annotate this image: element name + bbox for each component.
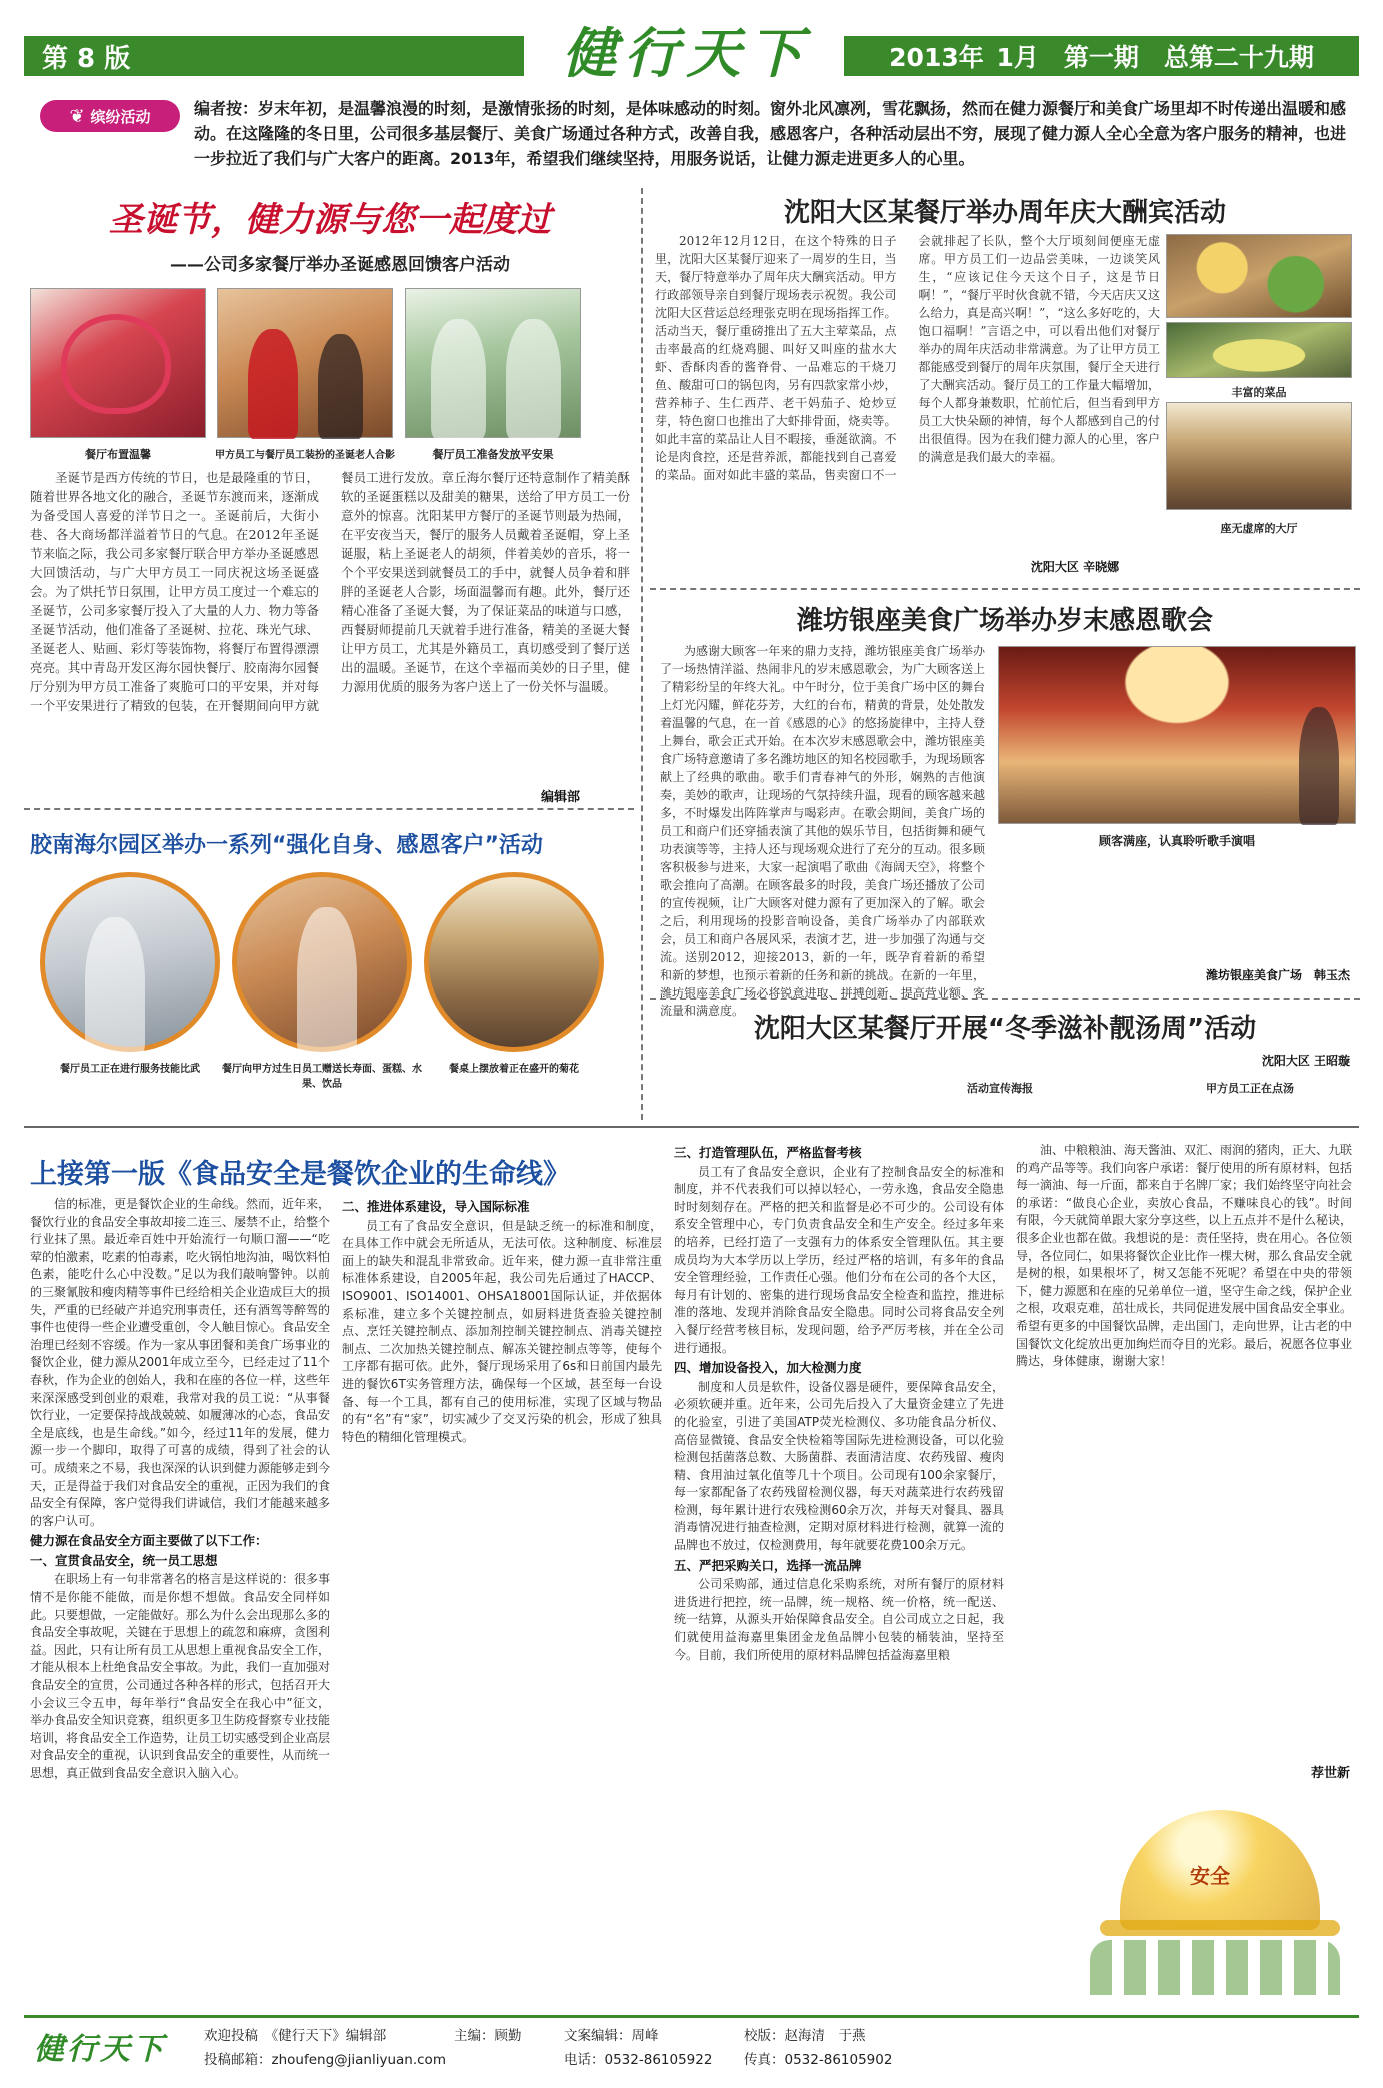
paragraph: 油、中粮粮油、海天酱油、双汇、雨润的猪肉，正大、九联的鸡产品等等。我们向客户承诺：餐厅使用的所有原材料，包括每一滴油、每一斤面，都来自于名牌厂家；我们始终坚守向社会的承诺：“做良心企业，卖放心食品，不赚味良心的钱”。时间有限，今天就简单跟大家分享这些，以上五点并不是什么秘诀，很多企业也都在做。我想说的是：责任坚持，贵在用心。各位领导，各位同仁，如果将餐饮企业比作一棵大树，那么食品安全就是树的根，如果根坏了，树又怎能不死呢？希望在中央的带领下，健力源愿和在座的兄弟单位一道，坚守生命之线，保护企业之根，攻艰克难，茁壮成长，共同促进发展中国食品安全事业。希望有更多的中国餐饮品牌，走出国门，走向世界，让古老的中国餐饮文化绽放出更加绚烂而夺目的光彩。最后，祝愿各位事业腾达，身体健康，谢谢大家！ bbox=[1016, 1143, 1353, 1369]
footer-fax: 传真：0532-86105902 bbox=[744, 2052, 893, 2068]
paragraph: 员工有了食品安全意识，企业有了控制食品安全的标准和制度，并不代表我们可以掉以轻心，一劳永逸，食品安全隐患时时刻刻存在。严格的把关和监督是必不可少的。公司设有体系安全管理中心，专门负责食品安全和生产安全。经过多年来的培养，已经打造了一支强有力的体系安全管理队伍。其主要成员均为大本学历以上学历，经过严格的培训，有多年的食品安全管理经验，工作责任心强。他们分布在公司的各个大区，每月有计划的、密集的进行现场食品安全检查和监控，推进标准的落地、发现并消除食品安全隐患。同时公司将食品安全列入餐厅经营考核目标，发现问题，给予严厉考核，并在全公司进行通报。 bbox=[674, 1164, 1004, 1355]
photo-dining-flowers bbox=[424, 872, 604, 1052]
column-divider bbox=[641, 188, 643, 1120]
masthead bbox=[24, 22, 1359, 84]
jiaonan-headline: 胶南海尔园区举办一系列“强化自身、感恩客户”活动 bbox=[30, 833, 543, 858]
christmas-byline: 编辑部 bbox=[540, 790, 580, 805]
photo-santa bbox=[217, 288, 393, 438]
soup-headline: 沈阳大区某餐厅开展“冬季滋补靓汤周”活动 bbox=[753, 1014, 1257, 1044]
footer bbox=[24, 2015, 1359, 2071]
weifang-body-part1: 为感谢大顾客一年来的鼎力支持，潍坊银座美食广场举办了一场热情洋溢、热闹非凡的岁末感恩歌会，为广大顾客送上了精彩纷呈的年终大礼。中午时分，位于美食广场中区的舞台上灯光闪耀，鲜花芬芳，大红的台布，精黄的背景，处处散发着温馨的气息，在一首《感恩的心》的悠扬旋律中，主持人登上舞台，歌会正式开始。在本次岁末感恩歌会中，潍坊银座美食广场特意邀请了多名潍坊地区的知名校园歌手，为现场顾客献上了经典的歌曲。歌手们青春神气的外形，娴熟的吉他演奏，美妙的歌声，让现场的气氛持续升温，现看的顾客越来越多，不时爆发出阵阵掌声与喝彩声。在歌会期间，美食广场的员工和商户们还穿插表演了其他的娱乐节目，包括街舞和硬气功表演等等，主持人还与现场观众进行了充分的互动。很多顾客积极参与进来，大家一起演唱了歌曲《海阔天空》，将整个歌会推向了高潮。在顾客最多的时段，美食广场还播放了公司的宣传视频，让广大顾客对健力源有了更加深入的了解。歌会之后，利用现场的投影音响设备，美食广场举办了内部联欢会，员工和商户各展风采，表演才艺，进一步加强了沟通与交流。送别2012，迎接2013，新的一年，既孕育着新的希望和新的梦想，也预示着新的任务和新的挑战。在新的一年里，潍坊银座美食广场必将锐意进取、拼搏创新，提高营业额、客流量和满意度。 bbox=[660, 644, 985, 1018]
swirl-icon: ❦ bbox=[69, 105, 85, 127]
christmas-headline: 圣诞节，健力源与您一起度过 bbox=[109, 200, 551, 240]
subheading: 健力源在食品安全方面主要做了以下工作： bbox=[30, 1533, 268, 1549]
section-tag-label: 缤纷活动 bbox=[90, 107, 151, 126]
row-divider bbox=[650, 588, 1360, 590]
photo-caption: 活动宣传海报 bbox=[967, 1082, 1033, 1095]
feature-column-1 bbox=[30, 1196, 330, 1996]
photo-caption: 甲方员工正在点汤 bbox=[1206, 1082, 1294, 1095]
subheading: 一、宣贯食品安全，统一员工思想 bbox=[30, 1552, 218, 1568]
people-silhouette-icon bbox=[1090, 1940, 1340, 1995]
photo-caption: 餐厅布置温馨 bbox=[85, 448, 151, 461]
person-figure bbox=[431, 319, 486, 439]
issue-info: 2013年 1月 第一期 总第二十九期 bbox=[844, 36, 1359, 76]
helmet-brim bbox=[1100, 1920, 1340, 1936]
balloon-heart-icon bbox=[61, 314, 171, 414]
weifang-byline: 潍坊银座美食广场 韩玉杰 bbox=[1205, 968, 1350, 982]
footer-contribute: 欢迎投稿 《健行天下》编辑部 bbox=[204, 2028, 387, 2044]
santa-figure bbox=[248, 329, 298, 439]
safety-helmet-illustration bbox=[1080, 1790, 1350, 2000]
feature-column-3 bbox=[674, 1142, 1004, 1997]
photo-caption: 餐厅向甲方过生日员工赠送长寿面、蛋糕、水果、饮品 bbox=[222, 1064, 422, 1090]
row-divider bbox=[24, 808, 634, 810]
subheading: 三、打造管理队伍，严格监督考核 bbox=[674, 1145, 862, 1160]
photo-caption: 甲方员工与餐厅员工装扮的圣诞老人合影 bbox=[215, 450, 395, 461]
feature-headline: 上接第一版《食品安全是餐饮企业的生命线》 bbox=[30, 1159, 570, 1190]
helmet-badge-text: 安全 bbox=[1190, 1864, 1230, 1888]
row-divider bbox=[24, 1126, 1359, 1128]
footer-text-editor: 文案编辑：周峰 bbox=[564, 2028, 659, 2044]
shenyang-byline: 沈阳大区 辛晓娜 bbox=[1030, 560, 1120, 574]
footer-logo: 健行天下 bbox=[34, 2032, 166, 2067]
footer-email[interactable]: 投稿邮箱：zhoufeng@jianliyuan.com bbox=[204, 2052, 446, 2068]
feature-column-2 bbox=[342, 1196, 662, 1996]
person-figure bbox=[85, 917, 145, 1057]
page-number: 第 8 版 bbox=[24, 36, 524, 76]
photo-caption: 丰富的菜品 bbox=[1231, 386, 1287, 399]
subheading: 二、推进体系建设，导入国际标准 bbox=[342, 1199, 530, 1214]
photo-concert-stage bbox=[998, 646, 1356, 824]
photo-restaurant-decoration bbox=[30, 288, 206, 438]
christmas-subtitle: ——公司多家餐厅举办圣诞感恩回馈客户活动 bbox=[170, 255, 510, 275]
footer-chief-editor: 主编：顾勤 bbox=[454, 2028, 522, 2044]
subheading: 五、严把采购关口，选择一流品牌 bbox=[674, 1557, 862, 1573]
photo-caption: 餐厅员工准备发放平安果 bbox=[432, 448, 554, 461]
photo-caption: 餐厅员工正在进行服务技能比武 bbox=[60, 1064, 200, 1075]
section-tag bbox=[40, 100, 180, 132]
photo-full-hall bbox=[1166, 402, 1352, 510]
photo-fruit bbox=[1166, 322, 1352, 378]
feature-byline: 荐世新 bbox=[1310, 1766, 1350, 1781]
singer-figure bbox=[1299, 707, 1339, 825]
paragraph: 在职场上有一句非常著名的格言是这样说的：很多事情不是你能不能做，而是你想不想做。食品安全同样如此。只要想做，一定能做好。那么为什么会出现那么多的食品安全事故呢，关键在于思想上的疏忽和麻痹，贪图利益。因此，只有让所有员工从思想上重视食品安全工作，才能从根本上杜绝食品安全事故。为此，我们一直加强对食品安全的宣贯，公司通过各种各样的形式，包括召开大小会议三令五申，每年举行“食品安全在我心中”征文，举办食品安全知识竞赛，组织更多卫生防疫督察专业技能培训，将食品安全工作造势，让员工切实感受到企业高层对食品安全的重视，认识到食品安全的重要性，从而统一思想，真正做到食品安全意识入脑入心。 bbox=[30, 1572, 331, 1780]
editor-note: 编者按：岁末年初，是温馨浪漫的时刻，是激情张扬的时刻，是体味感动的时刻。窗外北风凛冽，雪花飘扬，然而在健力源餐厅和美食广场里却不时传递出温暖和感动。在这隆隆的冬日里，公司很多基层餐厅、美食广场通过各种方式，改善自我，感恩客户，各种活动层出不穷，展现了健力源人全心全意为客户服务的精神，也进一步拉近了我们与广大客户的距离。2013年，希望我们继续坚持，用服务说话，让健力源走进更多人的心里。 bbox=[194, 99, 1347, 168]
photo-caption: 餐桌上摆放着正在盛开的菊花 bbox=[449, 1064, 579, 1075]
person-figure bbox=[506, 319, 561, 439]
person-figure bbox=[297, 907, 357, 1057]
photo-birthday-gifts bbox=[232, 872, 412, 1052]
christmas-body: 圣诞节是西方传统的节日，也是最隆重的节日，随着世界各地文化的融合，圣诞节东渡而来，逐渐成为备受国人喜爱的洋节日之一。圣诞前后，大街小巷、各大商场都洋溢着节日的气息。在2012年圣诞节来临之际，我公司多家餐厅联合甲方举办圣诞感恩大回馈活动，与广大甲方员工一同庆祝这场圣诞盛会。为了烘托节日氛围，让甲方员工度过一个难忘的圣诞节，公司多家餐厅投入了大量的人力、物力等备圣诞节活动，他们准备了圣诞树、拉花、珠光气球、圣诞老人、贴画、彩灯等装饰物，将餐厅布置得漂漂亮亮。其中青岛开发区海尔园快餐厅、胶南海尔园餐厅分别为甲方员工准备了爽脆可口的平安果，并对每一个平安果进行了精致的包装，在开餐期间向甲方就餐员工进行发放。章丘海尔餐厅还特意制作了精美酥软的圣诞蛋糕以及甜美的糖果，送给了甲方员工一份意外的惊喜。沈阳某甲方餐厅的圣诞节则最为热闹，在平安夜当天，餐厅的服务人员戴着圣诞帽，穿上圣诞服，粘上圣诞老人的胡须，伴着美妙的音乐，将一个个平安果送到就餐员工的手中，就餐人员争着和胖胖的圣诞老人合影，场面温馨而有趣。此外，餐厅还精心准备了圣诞大餐，为了保证菜品的味道与口感，西餐厨师提前几天就着手进行准备，精美的圣诞大餐让甲方员工，尤其是外籍员工，真切感受到了餐厅送出的温暖。圣诞节，在这个幸福而美妙的日子里，健力源用优质的服务为客户送上了一份关怀与温暖。 bbox=[30, 470, 630, 713]
paragraph: 公司采购部，通过信息化采购系统，对所有餐厅的原材料进货进行把控，统一品牌，统一规格、统一价格，统一配送、统一结算，从源头开始保障食品安全。自公司成立之日起，我们就使用益海嘉里集团金龙鱼品牌小包装的桶装油，坚持至今。目前，我们所使用的原材料品牌包括益海嘉里粮 bbox=[674, 1577, 1004, 1662]
paragraph: 信的标准，更是餐饮企业的生命线。然而，近年来，餐饮行业的食品安全事故却接二连三、屡禁不止，给整个行业抹了黑。最近牵百姓中开始流行一句顺口溜——“吃荤的怕激素，吃素的怕毒素，吃火锅怕地沟油，喝饮料怕色素，能吃什么心中没数。”足以为我们敲响警钟。以前的三聚氰胺和瘦肉精等事件已经给相关企业造成巨大的损失，严重的已经破产并追究刑事责任，还有酒驾等醉驾的事件也使得一些企业遭受重创，令人触目惊心。食品安全治理已经刻不容缓。作为一家从事团餐和美食广场事业的餐饮企业，健力源从2001年成立至今，已经走过了11个春秋，作为企业的创始人，我和在座的各位一样，这些年来深深感受到创业的艰难，我常对我的员工说：“从事餐饮行业，一定要保持战战兢兢、如履薄冰的心态，食品安全是底线，也是生命线。”如今，经过11年的发展，健力源一步一个脚印，取得了可喜的成绩，得到了社会的认可。成绩来之不易，我也深深的认识到健力源能够走到今天，正是得益于我们对食品安全的重视，正因为我们的食品安全有保障，客户觉得我们讲诚信，我们才能越来越多的客户认可。 bbox=[30, 1197, 331, 1528]
paragraph: 员工有了食品安全意识，但是缺乏统一的标准和制度，在具体工作中就会无所适从，无法可依。这种制度、标准层面上的缺失和混乱非常致命。近年来，健力源一直非常注重标准体系建设，自2005年起，我公司先后通过了HACCP、ISO9001、ISO14001、OHSA18001国际认证，并依据体系标准，建立多个关键控制点，如厨料进货查验关键控制点、烹饪关键控制点、添加剂控制关键控制点、消毒关键控制点、二次加热关键控制点、解冻关键控制点等等，使每个工序都有据可依。此外，餐厅现场采用了6s和日前国内最先进的餐饮6T实务管理方法，确保每一个区域，甚至每一台设备、每一个工具，都有自己的使用标准，实现了区域与物品的有“名”有“家”，切实减少了交叉污染的机会，形成了独具特色的精细化管理模式。 bbox=[342, 1218, 662, 1444]
photo-caption: 顾客满座，认真聆听歌手演唱 bbox=[1098, 834, 1255, 848]
footer-phone: 电话：0532-86105922 bbox=[564, 2052, 713, 2068]
newspaper-logo: 健行天下 bbox=[562, 21, 811, 85]
shenyang-body: 2012年12月12日，在这个特殊的日子里，沈阳大区某餐厅迎来了一周岁的生日，当天，餐厅特意举办了周年庆大酬宾活动。甲方行政部领导亲自到餐厅现场表示祝贺。我公司沈阳大区营运总经理张克明在现场指挥工作。活动当天，餐厅重磅推出了五大主荤菜品，点击率最高的红烧鸡腿、叫好又叫座的盐水大虾、香酥肉香的酱脊骨、一品难忘的干烧刀鱼、酸甜可口的锅包肉，另有四款家常小炒，营养柿子、生仁西芹、老干妈茄子、炝炒豆芽，特色窗口也推出了大虾排骨面，烧卖等。如此丰富的菜品让人目不暇接，垂涎欲滴。不论是肉食控，还是营养派，都能找到自己喜爱的菜品。面对如此丰盛的菜品，售卖窗口不一会就排起了长队，整个大厅顷刻间便座无虚席。甲方员工们一边品尝美味，一边谈笑风生，“应该记住今天这个日子，这是节日啊！”，“餐厅平时伙食就不错，今天店庆又这么给力，真是高兴啊！”，“这么多好吃的，大饱口福啊！”言语之中，可以看出他们对餐厅举办的周年庆活动非常满意。为了让甲方员工都能感受到餐厅的周年庆氛围，餐厅全天进行了大酬宾活动。餐厅员工的工作量大幅增加，每个人都身兼数职，忙前忙后，但当看到甲方员工大快朵颐的神情，每个人都感到自己的付出很值得。因为在我们健力源人的心里，客户的满意是我们最大的幸福。 bbox=[655, 234, 1160, 482]
weifang-headline: 潍坊银座美食广场举办岁末感恩歌会 bbox=[796, 606, 1213, 636]
photo-caption: 座无虚席的大厅 bbox=[1220, 522, 1298, 535]
footer-proofreader: 校版：赵海清 于燕 bbox=[744, 2028, 866, 2044]
photo-dishes bbox=[1166, 234, 1352, 318]
soup-byline: 沈阳大区 王昭璇 bbox=[1261, 1054, 1350, 1068]
photo-staff-apples bbox=[405, 288, 581, 438]
feature-column-4 bbox=[1016, 1142, 1352, 1762]
person-figure bbox=[318, 334, 363, 439]
shenyang-headline: 沈阳大区某餐厅举办周年庆大酬宾活动 bbox=[783, 198, 1226, 228]
subheading: 四、增加设备投入，加大检测力度 bbox=[674, 1360, 862, 1376]
paragraph: 制度和人员是软件，设备仪器是硬件，要保障食品安全，必须软硬并重。近年来，公司先后投入了大量资金建立了先进的化验室，引进了美国ATP荧光检测仪、多功能食品分析仪、高倍显微镜、食品安全快检箱等国际先进检测设备，可以化验检测包括菌落总数、大肠菌群、表面清洁度、农药残留、瘦肉精、食用油过氧化值等几十个项目。公司现有100余家餐厅，每一家都配备了农药残留检测仪器，每天对蔬菜进行农药残留检测，每年累计进行农残检测60余万次，并每天对餐具、器具消毒情况进行抽查检测，定期对原材料进行检测，就算一流的品牌也不放过，仅检测费用，每年就要花费100余万元。 bbox=[674, 1379, 1004, 1553]
photo-skills-contest bbox=[40, 872, 220, 1052]
